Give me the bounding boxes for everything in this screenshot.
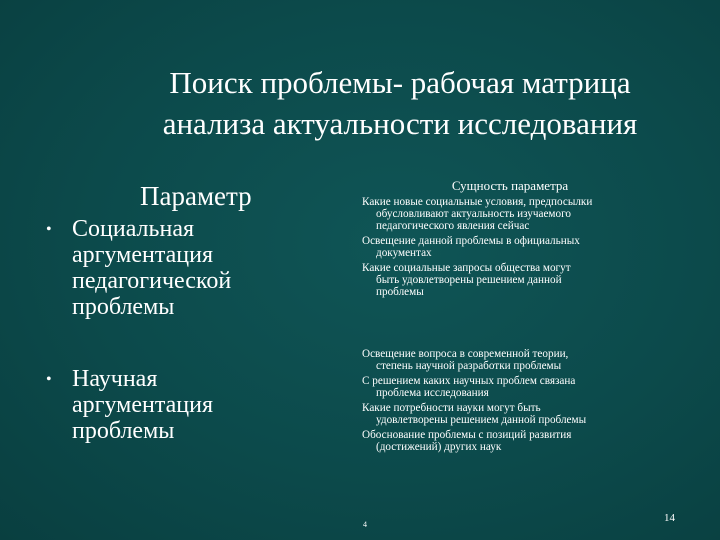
- list-item: [362, 262, 692, 298]
- item-line: Какие социальные запросы общества могут: [362, 262, 571, 274]
- item-line: Какие новые социальные условия, предпосылки: [362, 196, 593, 208]
- bullet-scientific-argumentation: [46, 366, 296, 444]
- item-line: быть удовлетворены решением данной: [376, 274, 562, 286]
- title-line-2: анализа актуальности исследования: [162, 106, 638, 141]
- item-line: Освещение вопроса в современной теории,: [362, 348, 569, 360]
- item-line: обусловливают актуальность изучаемого: [376, 208, 571, 220]
- list-item: [362, 348, 692, 372]
- list-item: [362, 235, 692, 259]
- item-line: Освещение данной проблемы в официальных: [362, 235, 580, 247]
- list-item: [362, 402, 692, 426]
- item-line: проблемы: [376, 286, 424, 298]
- bullet-text-line: Научная: [72, 366, 158, 392]
- item-line: С решением каких научных проблем связана: [362, 375, 576, 387]
- list-item: [362, 375, 692, 399]
- item-line: удовлетворены решением данной проблемы: [376, 414, 587, 426]
- bullet-text: [72, 366, 296, 444]
- item-line: педагогического явления сейчас: [376, 220, 530, 232]
- item-line: документах: [376, 247, 432, 259]
- title-line-1: Поиск проблемы- рабочая матрица: [169, 65, 631, 100]
- footer-mark: 4: [363, 520, 367, 529]
- bullet-text: [72, 216, 296, 320]
- essence-heading: Сущность параметра: [451, 178, 569, 193]
- item-line: (достижений) других наук: [376, 441, 502, 453]
- item-line: степень научной разработки проблемы: [376, 360, 562, 372]
- page-number: 14: [664, 512, 675, 524]
- bullet-text-line: аргументация: [72, 392, 214, 418]
- social-items-list: [362, 196, 692, 301]
- bullet-social-argumentation: [46, 216, 296, 320]
- bullet-text-line: проблемы: [72, 418, 175, 444]
- item-line: Какие потребности науки могут быть: [362, 402, 541, 414]
- bullet-text-line: Социальная: [72, 216, 195, 242]
- bullet-text-line: проблемы: [72, 294, 175, 320]
- list-item: [362, 429, 692, 453]
- item-line: Обоснование проблемы с позиций развития: [362, 429, 572, 441]
- parameter-heading: Параметр: [140, 181, 252, 211]
- bullet-text-line: аргументация: [72, 242, 214, 268]
- bullet-marker: •: [46, 371, 52, 388]
- scientific-items-list: [362, 348, 692, 456]
- list-item: [362, 196, 692, 232]
- bullet-text-line: педагогической: [72, 268, 232, 294]
- slide-title: [120, 62, 680, 144]
- bullet-marker: •: [46, 221, 52, 238]
- item-line: проблема исследования: [376, 387, 489, 399]
